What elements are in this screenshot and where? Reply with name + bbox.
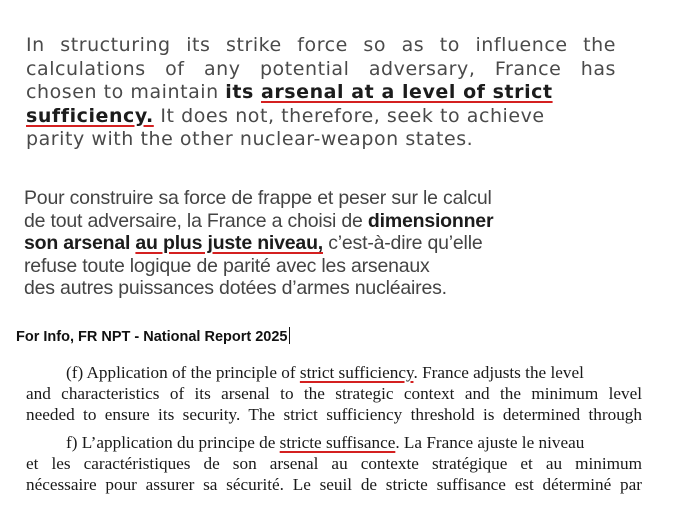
fr-line-4: refuse toute logique de parité avec les arsenaux: [24, 254, 430, 277]
en-line-3-plain: chosen to maintain: [26, 81, 226, 103]
report-en-highlight: strict sufficiency: [299, 363, 414, 382]
report-excerpt-fr: [26, 432, 642, 494]
report-en-line-1-b: . France adjusts the level: [413, 363, 584, 382]
en-highlight-sufficiency: sufficiency.: [26, 104, 154, 127]
fr-line-5: des autres puissances dotées d’armes nucléaires.: [24, 277, 447, 299]
report-en-line-1: [26, 362, 642, 383]
fr-line-2: [24, 210, 594, 233]
en-line-2: calculations of any potential adversary, France has: [26, 57, 616, 80]
en-line-3-bold: its: [225, 81, 262, 103]
report-en-line-2: and characteristics of its arsenal to the strategic context and the minimum level: [26, 384, 642, 403]
fr-line-3-rest: c’est-à-dire qu’elle: [323, 232, 483, 254]
fr-line-2-bold: dimensionner: [367, 209, 494, 232]
fr-highlight-niveau: au plus juste niveau,: [135, 232, 324, 254]
en-line-1: In structuring its strike force so as to influence the: [26, 34, 616, 56]
fr-line-3-bold: son arsenal: [24, 232, 136, 254]
fr-line-1: Pour construire sa force de frappe et peser sur le calcul: [24, 187, 492, 209]
report-fr-highlight: stricte suffisance: [279, 433, 396, 452]
report-fr-line-3: nécessaire pour assurer sa sécurité. Le seuil de stricte suffisance est déterminé par: [26, 475, 642, 494]
french-excerpt: [24, 187, 594, 300]
caption-text: For Info, FR NPT - National Report 2025: [16, 329, 288, 345]
report-fr-line-2: et les caractéristiques de son arsenal au contexte stratégique et au minimum: [26, 454, 642, 473]
report-fr-line-1-a: f) L’application du principe de: [66, 433, 280, 452]
caption: [16, 327, 290, 345]
fr-line-2-plain: de tout adversaire, la France a choisi de: [24, 209, 368, 232]
report-en-line-1-a: (f) Application of the principle of: [66, 363, 300, 382]
en-line-3: [26, 81, 616, 105]
report-en-line-3: needed to ensure its security. The strict sufficiency threshold is determined through: [26, 405, 642, 424]
report-excerpt-en: [26, 362, 642, 424]
en-line-4-rest: It does not, therefore, seek to achieve: [153, 104, 545, 127]
english-excerpt: [26, 34, 616, 152]
en-line-4: [26, 105, 616, 129]
text-cursor: [289, 327, 290, 344]
fr-line-3: [24, 232, 594, 255]
report-fr-line-1-b: . La France ajuste le niveau: [395, 433, 585, 452]
en-highlight-arsenal: arsenal at a level of strict: [261, 81, 553, 103]
en-line-5: parity with the other nuclear-weapon states.: [26, 128, 474, 150]
report-fr-line-1: [26, 432, 642, 453]
